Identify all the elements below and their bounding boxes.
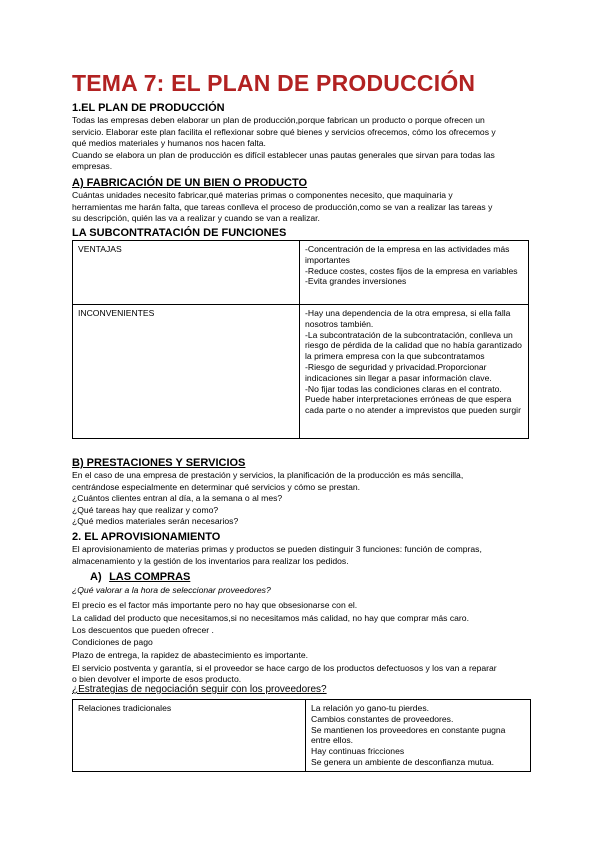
list-item: -Concentración de la empresa en las actividades más importantes [305, 244, 510, 265]
paragraph-line: Cuántas unidades necesito fabricar,qué materias primas o componentes necesito, que maquinaria y [72, 190, 453, 200]
paragraph-line: almacenamiento y la gestión de los inventarios para realizar los pedidos. [72, 555, 349, 566]
paragraph-line: ¿Qué medios materiales serán necesarios? [72, 516, 239, 527]
list-item: -Riesgo de seguridad y privacidad.Proporcionar indicaciones sin llegar a pasar información clave. [305, 361, 492, 383]
table-cell-label: INCONVENIENTES [73, 305, 300, 439]
paragraph-line: El servicio postventa y garantía, si el proveedor se hace cargo de los productos defectuosos y los van a reparar [72, 662, 497, 673]
paragraph-line: o bien devolver el importe de esos producto. [72, 674, 242, 685]
list-item: -Evita grandes inversiones [305, 276, 407, 287]
compras-heading [90, 571, 190, 583]
list-item: Hay continuas fricciones [311, 746, 405, 757]
compras-letter: A) [90, 571, 102, 583]
table-cell-items [300, 305, 529, 439]
section-plan-produccion [72, 102, 530, 173]
table-row [73, 241, 529, 305]
estrategias-table [72, 699, 531, 772]
paragraph-line: ¿Qué tareas hay que realizar y como? [72, 504, 219, 515]
paragraph-line: servicio. Elaborar este plan facilita el reflexionar sobre qué bienes y servicios ofrecemos, cómo los ofrecemos y [72, 126, 496, 137]
paragraph-line: El precio es el factor más importante pero no hay que obsesionarse con el. [72, 599, 358, 610]
subcontratacion-table [72, 240, 529, 439]
paragraph-line: La calidad del producto que necesitamos,si no necesitamos más calidad, no hay que comprar más caro. [72, 613, 469, 624]
list-item: -Reduce costes, costes fijos de la empresa en variables [305, 265, 518, 276]
list-item: Se mantienen los proveedores en constante pugna entre ellos. [311, 724, 506, 746]
section-fabricacion [72, 177, 530, 225]
section-heading: LA SUBCONTRATACIÓN DE FUNCIONES [72, 227, 287, 239]
table-cell-label: Relaciones tradicionales [73, 700, 306, 772]
paragraph-line: centrándose especialmente en determinar qué servicios y cómo se prestan. [72, 481, 361, 492]
compras-label: LAS COMPRAS [109, 571, 191, 583]
paragraph-line: qué medios materiales y humanos nos hacen falta. [72, 138, 266, 149]
list-item: -Hay una dependencia de la otra empresa, si ella falla nosotros también. [305, 308, 511, 329]
section-heading: 1.EL PLAN DE PRODUCCIÓN [72, 102, 225, 114]
section-compras [72, 585, 530, 686]
table-row [73, 700, 531, 772]
paragraph-line: Condiciones de pago [72, 637, 153, 648]
paragraph-line: En el caso de una empresa de prestación y servicios, la planificación de la producción es más sencilla, [72, 470, 464, 480]
section-heading: A) FABRICACIÓN DE UN BIEN O PRODUCTO [72, 177, 308, 189]
subcontratacion-heading-wrap [72, 227, 530, 240]
paragraph-line: empresas. [72, 161, 113, 172]
list-item: -No fijar todas las condiciones claras en el contrato. Puede haber interpretaciones erróneas de que espera cada parte o no atender a imprevistos que pueden surgir [305, 383, 521, 416]
paragraph-line: Plazo de entrega, la rapidez de abastecimiento es importante. [72, 649, 308, 660]
table-row [73, 305, 529, 439]
estrategias-heading: ¿Estrategias de negociación seguir con los proveedores? [72, 684, 327, 695]
paragraph-line: Los descuentos que pueden ofrecer . [72, 624, 214, 635]
paragraph-line: Todas las empresas deben elaborar un plan de producción,porque fabrican un producto o porque ofrecen un [72, 115, 485, 125]
paragraph-line: El aprovisionamiento de materias primas y productos se pueden distinguir 3 funciones: función de compras, [72, 544, 482, 554]
section-prestaciones [72, 457, 530, 528]
paragraph-line: herramientas me harán falta, que tareas conlleva el proceso de producción,como se van a realizar las tareas y [72, 201, 493, 212]
table-cell-items [306, 700, 531, 772]
list-item: -La subcontratación de la subcontratación, conlleva un riesgo de pérdida de la calidad que no había garantizado la primera empresa con la que subcontratamos [305, 329, 522, 362]
page-title: TEMA 7: EL PLAN DE PRODUCCIÓN [72, 70, 476, 96]
paragraph-line: ¿Cuántos clientes entran al día, a la semana o al mes? [72, 493, 283, 504]
list-item: Se genera un ambiente de desconfianza mutua. [311, 756, 494, 767]
section-heading: 2. EL APROVISIONAMIENTO [72, 531, 221, 543]
table-cell-items [300, 241, 529, 305]
list-item: Cambios constantes de proveedores. [311, 713, 454, 724]
section-heading: B) PRESTACIONES Y SERVICIOS [72, 457, 246, 469]
list-item: La relación yo gano-tu pierdes. [311, 703, 430, 713]
paragraph-line: Cuando se elabora un plan de producción es difícil establecer unas pautas generales que sirvan para todas las [72, 149, 495, 160]
table-cell-label: VENTAJAS [73, 241, 300, 305]
paragraph-line: su descripción, quién las va a realizar y cuando se van a realizar. [72, 213, 320, 224]
compras-question: ¿Qué valorar a la hora de seleccionar proveedores? [72, 585, 271, 595]
section-aprovisionamiento [72, 531, 530, 567]
